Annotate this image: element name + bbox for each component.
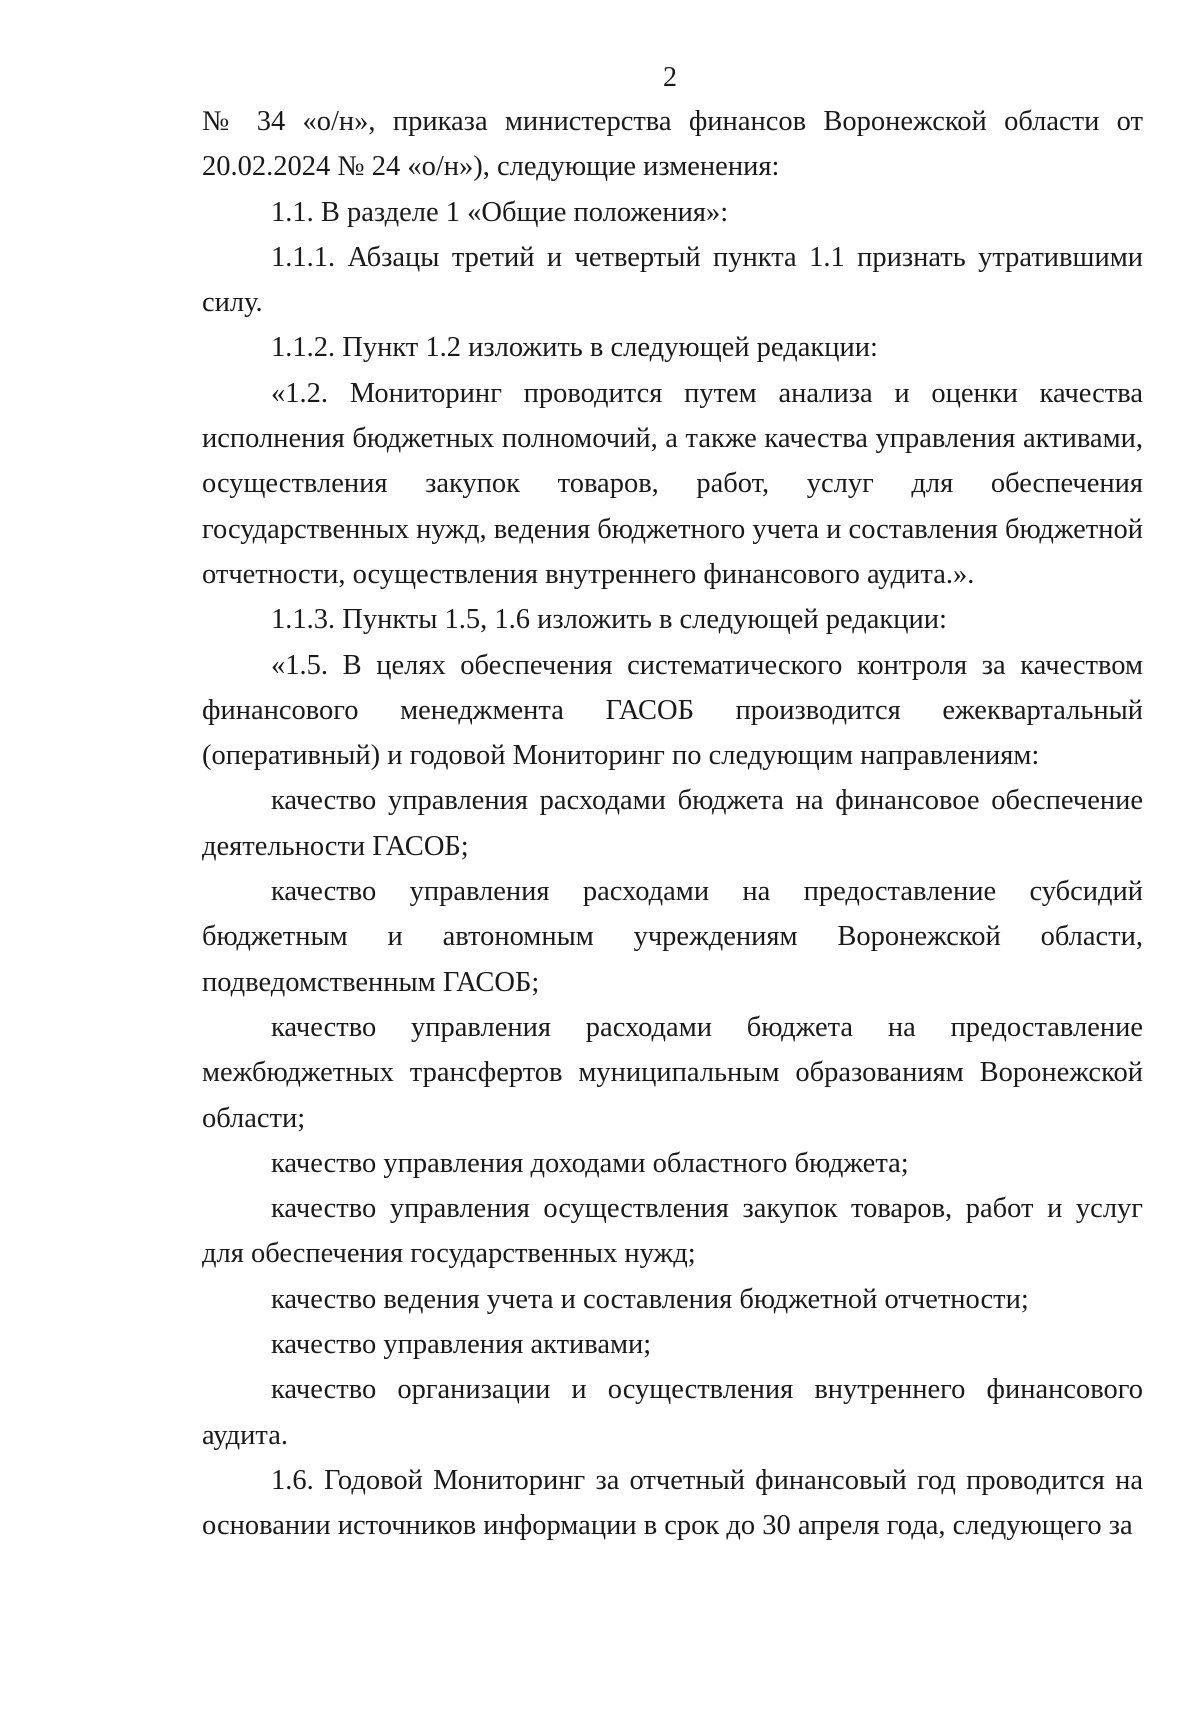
paragraph-1-1: 1.1. В разделе 1 «Общие положения»: (271, 196, 729, 228)
paragraph-continuation: № 34 «о/н», приказа министерства финансов Воронежской области от 20.02.2024 № 24 «о/н»), следующие изменения: (202, 106, 1143, 183)
paragraph-quoted-1-2: «1.2. Мониторинг проводится путем анализа и оценки качества исполнения бюджетных полномочий, а также качества управления активами, осуществления закупок товаров, работ, услуг для обеспечения государственных нужд, ведения бюджетного учета и составления бюджетной отчетности, осуществления внутреннего финансового аудита.». (202, 377, 1143, 590)
paragraph-quoted-1-5: «1.5. В целях обеспечения систематического контроля за качеством финансового менеджмента ГАСОБ производится ежеквартальный (оперативный) и годовой Мониторинг по следующим направлениям: (202, 649, 1143, 772)
paragraph-quoted-1-6: 1.6. Годовой Мониторинг за отчетный финансовый год проводится на основании источников информации в срок до 30 апреля года, следующего за (202, 1464, 1143, 1542)
paragraph-1-1-3: 1.1.3. Пункты 1.5, 1.6 изложить в следующей редакции: (271, 604, 947, 636)
list-item-subsidies: качество управления расходами на предоставление субсидий бюджетным и автономным учреждениям Воронежской области, подведомственным ГАСОБ; (202, 876, 1143, 998)
list-item-accounting: качество ведения учета и составления бюджетной отчетности; (271, 1283, 1029, 1315)
paragraph-1-1-1: 1.1.1. Абзацы третий и четвертый пункта 1.1 признать утратившими силу. (202, 241, 1143, 319)
page-number: 2 (663, 62, 677, 93)
list-item-revenues: качество управления доходами областного бюджета; (271, 1147, 909, 1179)
document-body (202, 99, 1143, 1549)
list-item-assets: качество управления активами; (271, 1329, 652, 1361)
list-item-expenses-activity: качество управления расходами бюджета на финансовое обеспечение деятельности ГАСОБ; (202, 785, 1143, 862)
paragraph-1-1-2: 1.1.2. Пункт 1.2 изложить в следующей редакции: (271, 332, 878, 364)
list-item-interbudget-transfers: качество управления расходами бюджета на предоставление межбюджетных трансфертов муниципальным образованиям Воронежской области; (202, 1011, 1143, 1134)
list-item-internal-audit: качество организации и осуществления внутреннего финансового аудита. (202, 1374, 1143, 1451)
list-item-procurement: качество управления осуществления закупок товаров, работ и услуг для обеспечения государственных нужд; (202, 1193, 1143, 1270)
